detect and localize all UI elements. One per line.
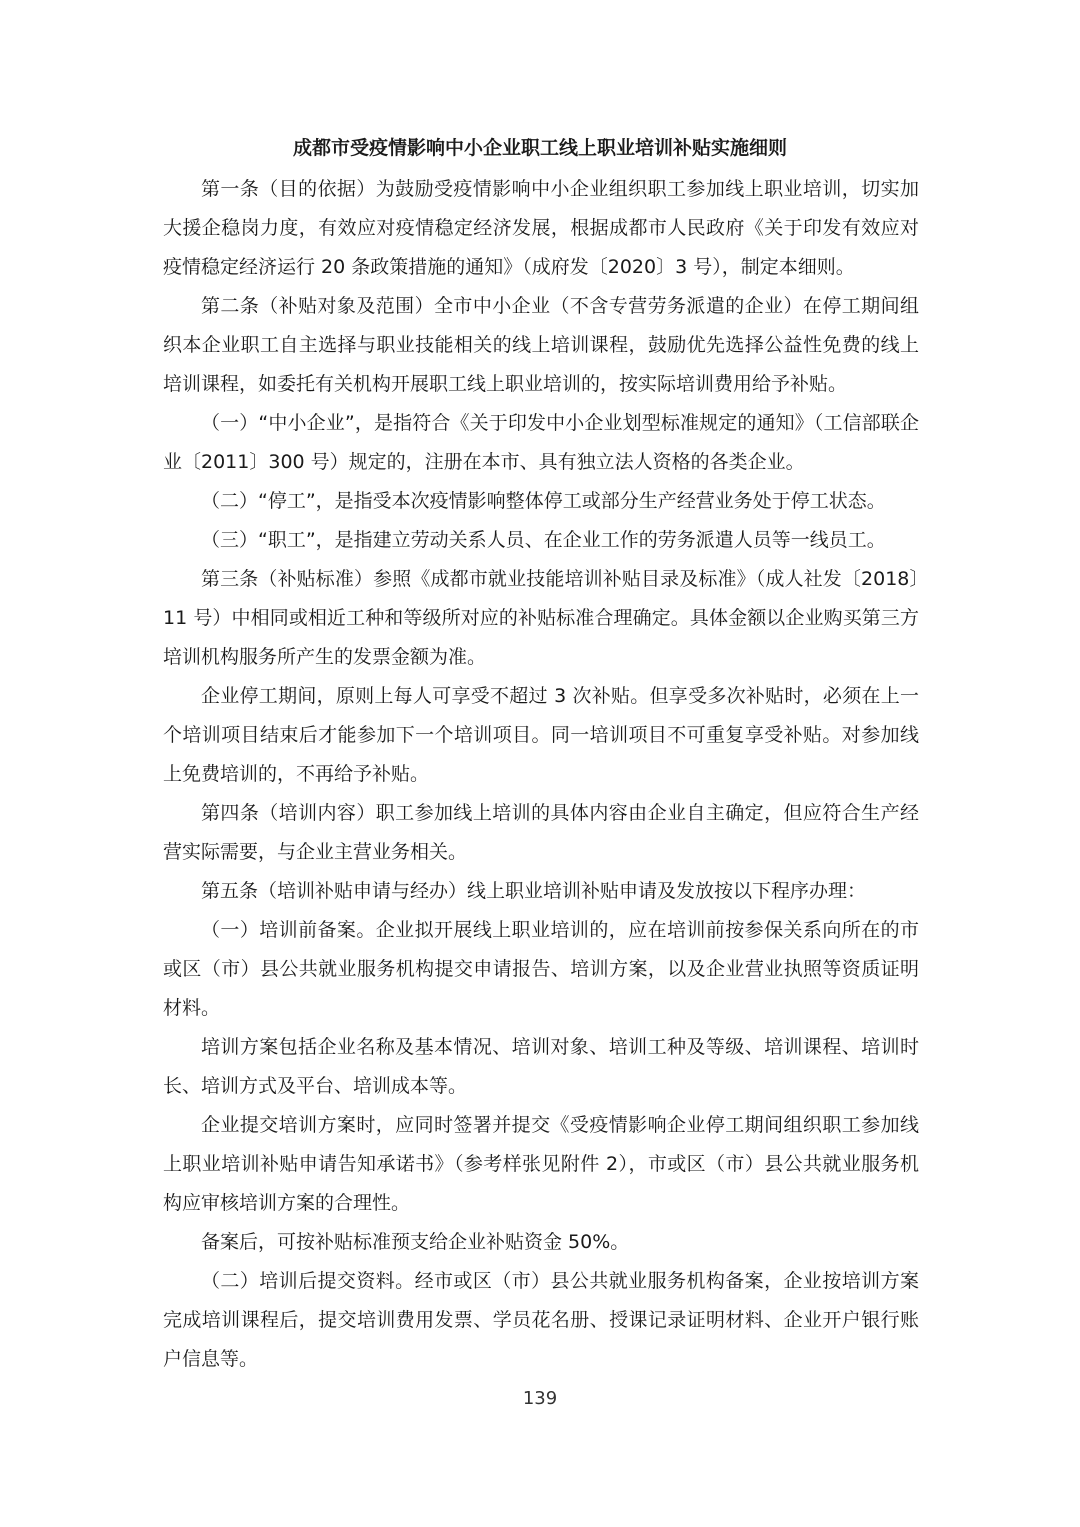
article-3-paragraph: 第三条（补贴标准）参照《成都市就业技能培训补贴目录及标准》（成人社发〔2018〕11 号）中相同或相近工种和等级所对应的补贴标准合理确定。具体金额以企业购买第三方培训机构服务所产生的发票金额为准。 [163,568,919,668]
article-5-paragraph: 第五条（培训补贴申请与经办）线上职业培训补贴申请及发放按以下程序办理： [201,880,867,902]
pre-training-filing-paragraph: （一）培训前备案。企业拟开展线上职业培训的，应在培训前按参保关系向所在的市或区（市）县公共就业服务机构提交申请报告、培训方案，以及企业营业执照等资质证明材料。 [163,919,919,1019]
article-4-paragraph: 第四条（培训内容）职工参加线上培训的具体内容由企业自主确定，但应符合生产经营实际需要，与企业主营业务相关。 [163,802,919,863]
definition-employee-paragraph: （三）“职工”，是指建立劳动关系人员、在企业工作的劳务派遣人员等一线员工。 [201,529,886,551]
post-training-submission-paragraph: （二）培训后提交资料。经市或区（市）县公共就业服务机构备案，企业按培训方案完成培训课程后，提交培训费用发票、学员花名册、授课记录证明材料、企业开户银行账户信息等。 [163,1270,919,1370]
definition-shutdown-paragraph: （二）“停工”，是指受本次疫情影响整体停工或部分生产经营业务处于停工状态。 [201,490,886,512]
advance-payment-paragraph: 备案后，可按补贴标准预支给企业补贴资金 50%。 [201,1231,630,1253]
subsidy-limit-paragraph: 企业停工期间，原则上每人可享受不超过 3 次补贴。但享受多次补贴时，必须在上一个培训项目结束后才能参加下一个培训项目。同一培训项目不可重复享受补贴。对参加线上免费培训的，不再给予补贴。 [163,685,919,785]
article-1-paragraph: 第一条（目的依据）为鼓励受疫情影响中小企业组织职工参加线上职业培训，切实加大援企稳岗力度，有效应对疫情稳定经济发展，根据成都市人民政府《关于印发有效应对疫情稳定经济运行 20 条政策措施的通知》（成府发〔2020〕3 号），制定本细则。 [163,178,919,278]
page-number: 139 [522,1388,558,1409]
article-2-paragraph: 第二条（补贴对象及范围）全市中小企业（不含专营劳务派遣的企业）在停工期间组织本企业职工自主选择与职业技能相关的线上培训课程，鼓励优先选择公益性免费的线上培训课程，如委托有关机构开展职工线上职业培训的，按实际培训费用给予补贴。 [163,295,919,395]
document-body [163,170,919,1379]
document-title: 成都市受疫情影响中小企业职工线上职业培训补贴实施细则 [292,137,787,159]
definition-sme-paragraph: （一）“中小企业”，是指符合《关于印发中小企业划型标准规定的通知》（工信部联企业〔2011〕300 号）规定的，注册在本市、具有独立法人资格的各类企业。 [163,412,919,473]
commitment-letter-paragraph: 企业提交培训方案时，应同时签署并提交《受疫情影响企业停工期间组织职工参加线上职业培训补贴申请告知承诺书》（参考样张见附件 2），市或区（市）县公共就业服务机构应审核培训方案的合理性。 [163,1114,919,1214]
training-plan-contents-paragraph: 培训方案包括企业名称及基本情况、培训对象、培训工种及等级、培训课程、培训时长、培训方式及平台、培训成本等。 [163,1036,919,1097]
